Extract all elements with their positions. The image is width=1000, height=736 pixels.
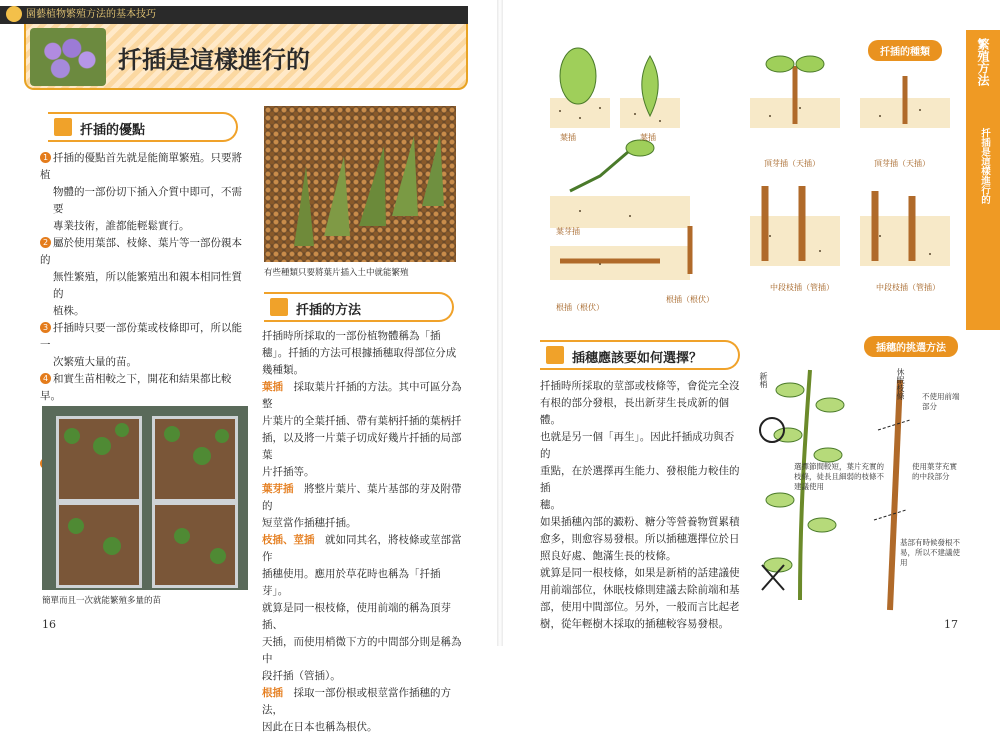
- label-leaf-cutting-1: 葉插: [560, 133, 576, 142]
- advantage-line: 物體的一部份切下插入介質中即可，不需要: [53, 186, 242, 215]
- label-dormant-branch: 休眠枝條: [896, 368, 905, 400]
- method-line: 根插 採取一部份根或根莖當作插穗的方法，: [262, 687, 451, 716]
- sansevieria-photo: [264, 106, 456, 262]
- heading-square-icon: [54, 118, 72, 136]
- selection-line: 照良好處、飽滿生長的枝條。: [540, 550, 677, 562]
- section3-heading: 插穗應該要如何選擇？: [572, 351, 703, 366]
- advantage-line: 無性繁殖，所以能繁殖出和親本相同性質的: [53, 271, 242, 300]
- advantage-line: 植株。: [53, 305, 85, 317]
- soil-beds: [550, 98, 950, 280]
- method-line: 就算是同一根枝條，使用前端的稱為頂芽插、: [262, 602, 451, 631]
- select-pill: 插穗的挑選方法: [864, 336, 958, 357]
- heading-square-icon: [270, 298, 288, 316]
- method-line: 短莖當作插穗扦插。: [262, 517, 357, 529]
- method-line: 葉插 採取葉片扦插的方法。其中可區分為整: [262, 381, 462, 410]
- methods-text: [262, 328, 462, 736]
- running-head: [0, 6, 468, 24]
- label-root-cutting-1: 根插（根伏）: [556, 303, 604, 312]
- heading-square-icon: [546, 346, 564, 364]
- types-pill: 扦插的種類: [868, 40, 942, 61]
- item-number-badge: 1: [40, 152, 51, 163]
- item-number-badge: 2: [40, 237, 51, 248]
- selection-text: [540, 378, 740, 633]
- selection-line: 就算是同一根枝條，如果是新梢的話建議使: [540, 567, 740, 579]
- side-tab-top: 繁殖方法: [976, 38, 990, 86]
- method-line: 段扦插（管插）。: [262, 670, 341, 682]
- label-root-cutting-2: 根插（根伏）: [666, 295, 714, 304]
- note-use-middle: 使用葉芽充實的中段部分: [912, 462, 957, 481]
- method-line: 天插，而使用梢微下方的中間部分則是稱為中: [262, 636, 462, 665]
- method-line: 葉芽插 將整片葉片、葉片基部的芽及附帶的: [262, 483, 462, 512]
- label-mid-cutting-2: 中段枝插（管插）: [876, 283, 940, 292]
- method-line: 片葉片的全葉扦插、帶有葉柄扦插的葉柄扦: [262, 415, 462, 427]
- cutting-types-illustration: [540, 36, 960, 316]
- section2-heading: 扦插的方法: [296, 303, 362, 318]
- method-tag: 葉芽插: [262, 483, 304, 495]
- selection-line: 穗。: [540, 499, 561, 511]
- advantage-line: 2 屬於使用葉部、枝條、葉片等一部份親本的: [40, 237, 242, 266]
- method-tag: 葉插: [262, 381, 294, 393]
- advantage-line: 次繁殖大量的苗。: [53, 356, 137, 368]
- label-new-shoot: 新梢: [759, 372, 768, 388]
- method-line: 因此在日本也稱為根伏。: [262, 721, 378, 733]
- side-tab-bottom: 扦插是這樣進行的: [979, 128, 990, 204]
- selection-line: 有根的部分發根，長出新芽生長成新的個體。: [540, 397, 729, 426]
- label-leaf-cutting-2: 葉插: [640, 133, 656, 142]
- selection-line: 愈多，則愈容易發根。所以插穗選擇位於日: [540, 533, 740, 545]
- advantage-line: 3 扦插時只要一部份葉或枝條即可，所以能一: [40, 322, 242, 351]
- selection-line: 也就是另一個「再生」。因此扦插成功與否的: [540, 431, 735, 460]
- item-number-badge: 4: [40, 373, 51, 384]
- running-head-text: 園藝植物繁殖方法的基本技巧: [26, 9, 156, 20]
- method-tag: 根插: [262, 687, 294, 699]
- photo2-caption: 簡單而且一次就能繁殖多量的苗: [42, 596, 162, 606]
- label-leafbud-cutting: 葉芽插: [556, 227, 580, 236]
- selection-line: 重點，在於選擇再生能力、發根能力較佳的插: [540, 465, 740, 494]
- advantage-line: 4 和實生苗相較之下，開花和結果都比較早。: [40, 373, 232, 402]
- note-no-tip: 不使用前端部分: [922, 392, 960, 411]
- advantage-line: 1 扦插的優點首先就是能簡單繁殖。只要將植: [40, 152, 242, 181]
- note-short-internode: 選擇節間較短，葉片充實的枝條，徒長且細弱的枝條不建議使用: [794, 462, 884, 491]
- selection-line: 樹，從年輕樹木採取的插穗較容易發根。: [540, 618, 729, 630]
- section1-heading: 扦插的優點: [80, 123, 146, 138]
- page-title: 扦插是這樣進行的: [118, 46, 310, 74]
- label-top-cutting-2: 頂芽插（天插）: [874, 159, 930, 168]
- flower-logo-icon: [6, 6, 22, 22]
- seedling-trays-photo: [42, 406, 248, 590]
- selection-line: 扦插時所採取的莖部或枝條等，會從完全沒: [540, 380, 740, 392]
- label-mid-cutting-1: 中段枝插（管插）: [770, 283, 834, 292]
- hydrangea-photo: [30, 28, 106, 86]
- label-top-cutting-1: 頂芽插（天插）: [764, 159, 820, 168]
- item-number-badge: 3: [40, 322, 51, 333]
- intro-line: 穗」。扦插的方法可根據插穗取得部位分成: [262, 347, 457, 359]
- method-tag: 枝插、莖插: [262, 534, 325, 546]
- method-line: 插，以及將一片葉子切成好幾片扦插的局部葉: [262, 432, 462, 461]
- selection-line: 如果插穗內部的澱粉、糖分等營養物質累積: [540, 516, 740, 528]
- method-line: 插穗使用。應用於草花時也稱為「扦插芽」。: [262, 568, 441, 597]
- note-base-rooting: 基部有時候發根不易，所以不建議使用: [900, 538, 960, 567]
- method-line: 枝插、莖插 就如同其名，將枝條或莖部當作: [262, 534, 462, 563]
- advantage-line: 專業技術，誰都能輕鬆實行。: [53, 220, 190, 232]
- selection-line: 部，使用中間部位。另外，一般而言比起老: [540, 601, 740, 613]
- photo1-caption: 有些種類只要將葉片插入土中就能繁殖: [264, 268, 409, 278]
- selection-line: 用前端部位，休眠枝條則建議去除前端和基: [540, 584, 740, 596]
- page-number-left: 16: [42, 618, 56, 631]
- intro-line: 幾種類。: [262, 364, 304, 376]
- page-number-right: 17: [944, 618, 958, 631]
- method-line: 片扦插等。: [262, 466, 315, 478]
- intro-line: 扦插時所採取的一部份植物體稱為「插: [262, 330, 441, 342]
